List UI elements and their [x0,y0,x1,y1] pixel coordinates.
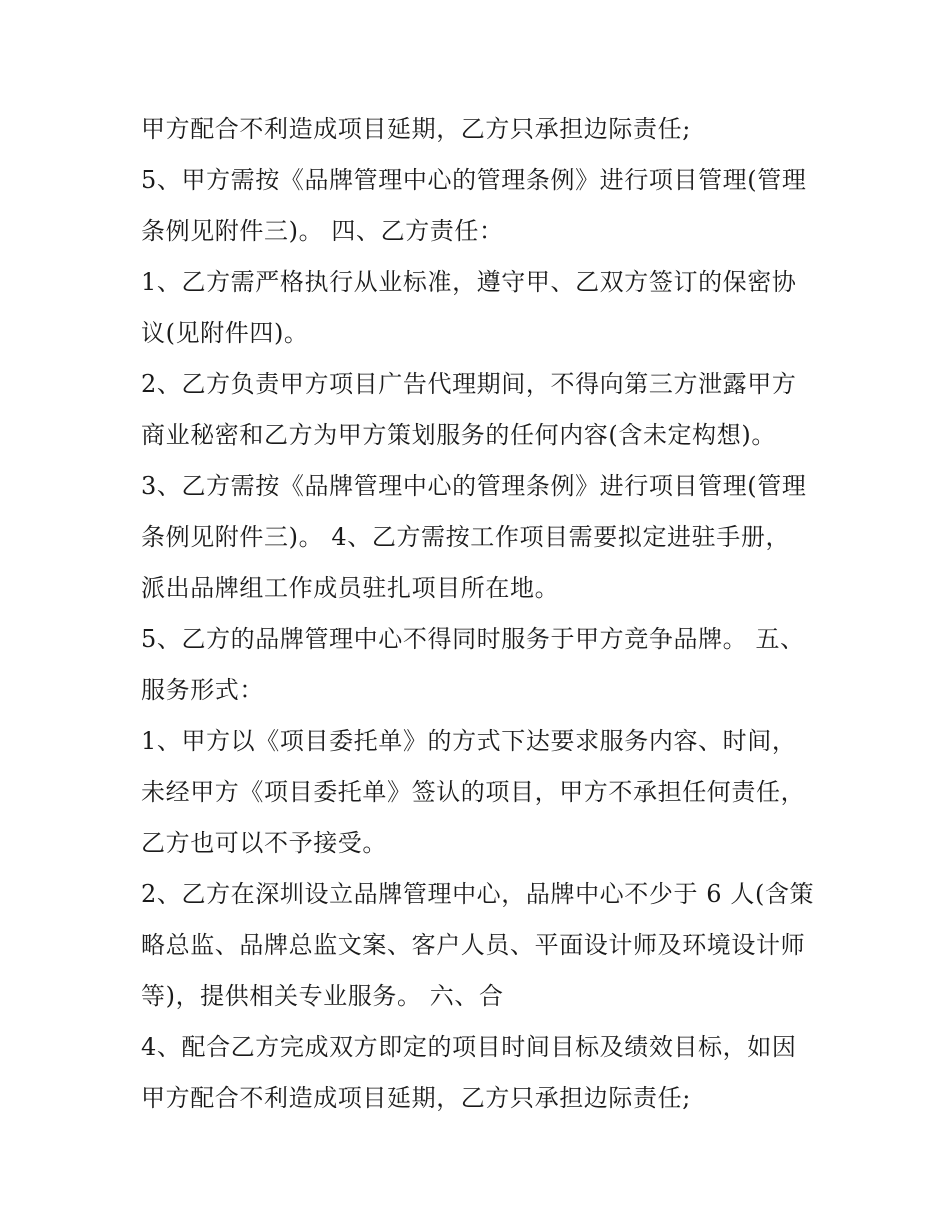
text-line: 甲方配合不利造成项目延期，乙方只承担边际责任; [141,115,691,143]
text-line: 3、乙方需按《品牌管理中心的管理条例》进行项目管理(管理 [141,472,807,500]
text-line: 乙方也可以不予接受。 [141,829,387,857]
text-line: 略总监、品牌总监文案、客户人员、平面设计师及环境设计师 [141,931,806,959]
text-line: 2、乙方在深圳设立品牌管理中心，品牌中心不少于 6 人(含策 [141,880,815,908]
text-line: 甲方配合不利造成项目延期，乙方只承担边际责任; [141,1084,691,1112]
text-line: 5、乙方的品牌管理中心不得同时服务于甲方竞争品牌。 五、 [141,625,805,653]
text-line: 1、甲方以《项目委托单》的方式下达要求服务内容、时间， [141,727,797,755]
text-line: 等)，提供相关专业服务。 六、合 [141,982,504,1010]
text-line: 1、乙方需严格执行从业标准，遵守甲、乙双方签订的保密协 [141,268,797,296]
text-line: 条例见附件三)。 四、乙方责任： [141,217,504,245]
text-line: 服务形式： [141,676,264,704]
text-line: 未经甲方《项目委托单》签认的项目，甲方不承担任何责任， [141,778,806,806]
text-line: 条例见附件三)。 4、乙方需按工作项目需要拟定进驻手册， [141,523,791,551]
text-line: 议(见附件四)。 [141,319,309,347]
text-line: 商业秘密和乙方为甲方策划服务的任何内容(含未定构想)。 [141,421,776,449]
text-line: 4、配合乙方完成双方即定的项目时间目标及绩效目标，如因 [141,1033,797,1061]
document-body [141,104,821,1124]
text-line: 2、乙方负责甲方项目广告代理期间，不得向第三方泄露甲方 [141,370,797,398]
text-line: 5、甲方需按《品牌管理中心的管理条例》进行项目管理(管理 [141,166,807,194]
text-line: 派出品牌组工作成员驻扎项目所在地。 [141,574,560,602]
